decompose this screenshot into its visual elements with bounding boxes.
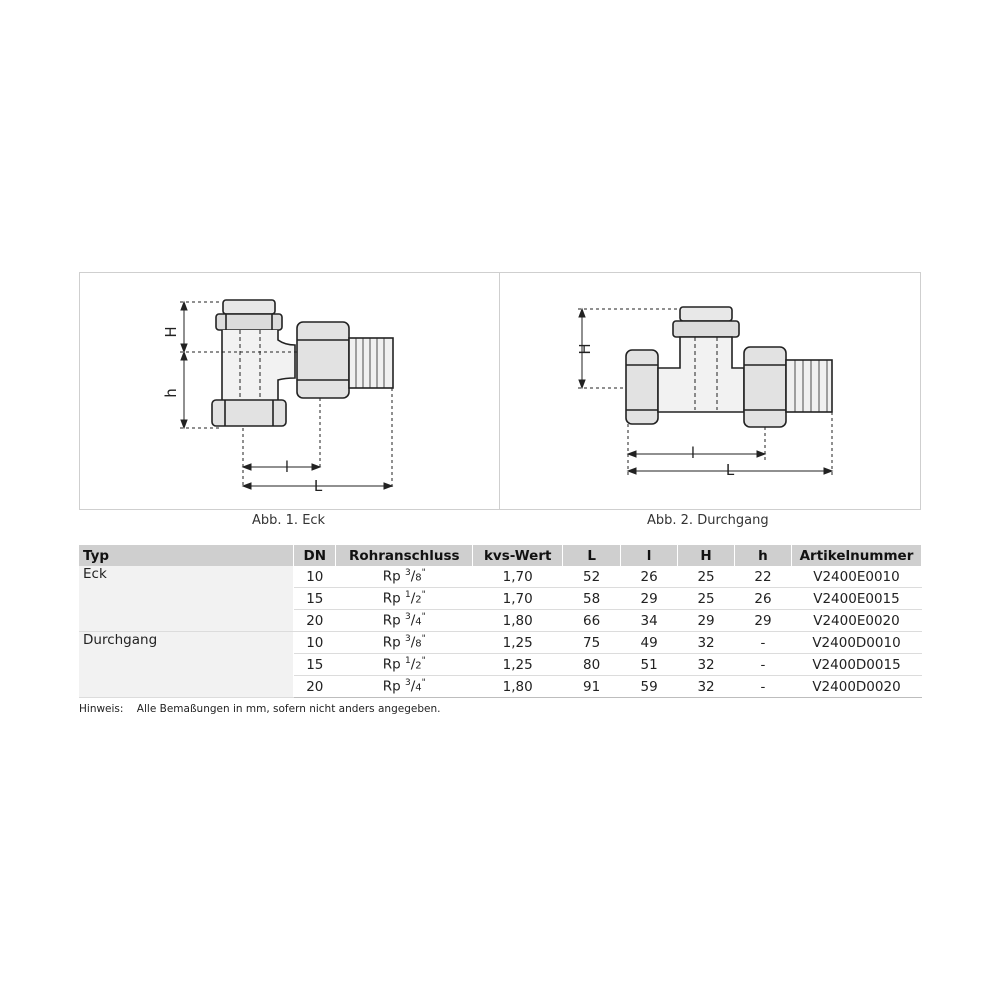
header-kvs: kvs-Wert [473,545,563,566]
fraction-numerator: 1 [404,656,411,667]
rp-prefix: Rp [382,568,401,585]
cell-typ: Durchgang [79,632,294,698]
cell-artikelnummer: V2400D0010 [791,632,921,654]
cell-dn: 10 [294,566,336,588]
rp-prefix: Rp [382,634,401,651]
cell-l: 29 [621,588,678,610]
dimension-L-label: L [313,477,323,495]
figure-caption-durchgang: Abb. 2. Durchgang [647,513,769,528]
cell-rohranschluss: Rp $^1$/2" [336,654,473,676]
cell-dn: 15 [294,588,336,610]
cell-L: 52 [563,566,621,588]
rp-prefix: Rp [382,590,401,607]
cell-dn: 20 [294,676,336,698]
cell-L: 58 [563,588,621,610]
dimension-l-label: l [690,444,696,462]
cell-h: - [735,676,792,698]
header-l: l [621,545,678,566]
cell-rohranschluss: Rp $^3$/8" [336,566,473,588]
footnote-label: Hinweis: [79,703,124,715]
cell-l: 59 [621,676,678,698]
cell-l: 26 [621,566,678,588]
fraction-numerator: 3 [404,634,411,645]
dimension-l-label: l [284,458,290,476]
cell-dn: 10 [294,632,336,654]
fraction-denominator: 8 [415,572,422,584]
cell-H: 32 [678,632,735,654]
cell-kvs: 1,25 [473,654,563,676]
header-artikelnummer: Artikelnummer [791,545,921,566]
fraction-numerator: 3 [404,568,411,579]
fraction-numerator: 1 [404,590,411,601]
cell-artikelnummer: V2400E0015 [791,588,921,610]
cell-H: 32 [678,676,735,698]
cell-rohranschluss: Rp $^3$/4" [336,676,473,698]
cell-dn: 15 [294,654,336,676]
cell-artikelnummer: V2400D0020 [791,676,921,698]
cell-L: 91 [563,676,621,698]
valve-straight-drawing [570,295,850,480]
cell-H: 32 [678,654,735,676]
cell-rohranschluss: Rp $^1$/2" [336,588,473,610]
cell-H: 25 [678,566,735,588]
figure-caption-eck: Abb. 1. Eck [252,513,326,528]
dimension-L-label: L [725,461,735,479]
fraction-denominator: 2 [415,660,422,672]
figure-divider [499,272,500,510]
cell-rohranschluss: Rp $^3$/4" [336,610,473,632]
rp-prefix: Rp [382,656,401,673]
cell-rohranschluss: Rp $^3$/8" [336,632,473,654]
rp-prefix: Rp [382,612,401,629]
rp-prefix: Rp [382,678,401,695]
cell-artikelnummer: V2400E0010 [791,566,921,588]
fraction-denominator: 2 [415,594,422,606]
valve-angle-drawing [160,290,420,495]
table-row [79,566,922,588]
footnote [79,703,440,715]
fraction-numerator: 3 [404,678,411,689]
header-rohranschluss: Rohranschluss [336,545,473,566]
cell-kvs: 1,70 [473,588,563,610]
cell-L: 66 [563,610,621,632]
cell-artikelnummer: V2400E0020 [791,610,921,632]
cell-typ: Eck [79,566,294,632]
fraction-numerator: 3 [404,612,411,623]
cell-H: 29 [678,610,735,632]
header-L: L [563,545,621,566]
cell-l: 49 [621,632,678,654]
cell-artikelnummer: V2400D0015 [791,654,921,676]
cell-h: 29 [735,610,792,632]
dimension-H-label: H [576,343,594,355]
cell-L: 80 [563,654,621,676]
cell-h: - [735,632,792,654]
spec-table [79,545,922,698]
header-H: H [678,545,735,566]
cell-kvs: 1,25 [473,632,563,654]
cell-H: 25 [678,588,735,610]
fraction-denominator: 4 [415,616,422,628]
dimension-H-label: H [162,326,180,338]
fraction-denominator: 8 [415,638,422,650]
cell-l: 51 [621,654,678,676]
cell-kvs: 1,80 [473,610,563,632]
cell-h: - [735,654,792,676]
cell-dn: 20 [294,610,336,632]
cell-kvs: 1,70 [473,566,563,588]
dimension-h-label: h [162,388,180,398]
header-dn: DN [294,545,336,566]
table-header-row [79,545,922,566]
cell-l: 34 [621,610,678,632]
footnote-text: Alle Bemaßungen in mm, sofern nicht anders angegeben. [136,703,441,715]
cell-kvs: 1,80 [473,676,563,698]
cell-h: 26 [735,588,792,610]
table-row [79,632,922,654]
header-typ: Typ [79,545,294,566]
fraction-denominator: 4 [415,682,422,694]
cell-h: 22 [735,566,792,588]
header-h: h [735,545,792,566]
cell-L: 75 [563,632,621,654]
